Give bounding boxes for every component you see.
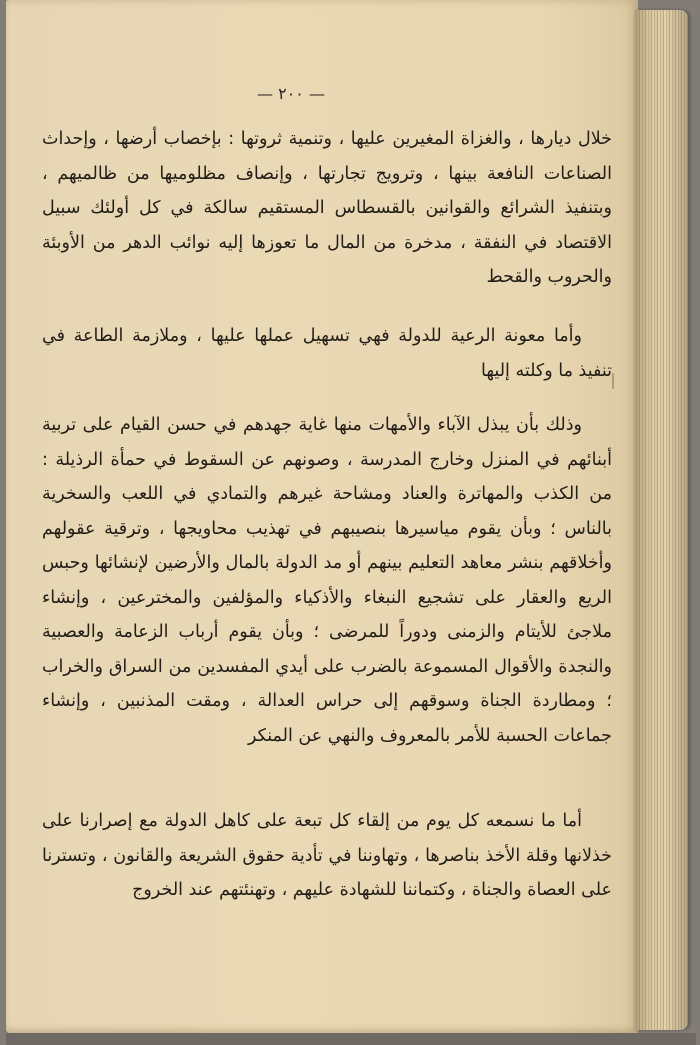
paragraph-text: أما ما نسمعه كل يوم من إلقاء كل تبعة على كاهل الدولة مع إصرارنا على خذلانها وقلة الأخذ بناصرها ، وتهاوننا في تأدية حقوق الشريعة والقانون ، وتسترنا على العصاة والجناة ، وكتماننا للشهادة عليهم ، وتهنئتهم عند الخروج	[42, 811, 612, 900]
paragraph-text: وذلك بأن يبذل الآباء والأمهات منها غاية جهدهم في حسن القيام على تربية أبنائهم في المنزل وخارج المدرسة ، وصونهم عن السقوط في حمأة الرذيلة : من الكذب والمهاترة والعناد ومشاحة غيرهم والتمادي في اللعب والسخرية بالناس ؛ وبأن يقوم مياسيرها بنصيبهم في تهذيب محاويجها ، وترقية عقولهم وأخلاقهم بنشر معاهد التعليم بينهم أو مد الدولة بالمال والأرضين لإنشائها وحبس الريع والعقار على تشجيع النبغاء والأذكياء والمؤلفين والمخترعين ، وإنشاء ملاجئ للأيتام والزمنى ودوراً للمرضى ؛ وبأن يقوم أرباب الزعامة والعصبية والنجدة والأقوال المسموعة بالضرب على أيدي المفسدين من السراق والخراب ؛ ومطاردة الجناة وسوقهم إلى حراس العدالة ، ومقت المذنبين ، وإنشاء جماعات الحسبة للأمر بالمعروف والنهي عن المنكر	[42, 415, 612, 746]
page-edges	[634, 10, 688, 1030]
paragraph-text: وأما معونة الرعية للدولة فهي تسهيل عملها عليها ، وملازمة الطاعة في تنفيذ ما وكلته إليها	[42, 326, 612, 381]
scan-background	[6, 1033, 696, 1045]
book-page	[6, 0, 638, 1033]
paragraph-citizen-support	[42, 319, 612, 388]
paragraph-parents-duties	[42, 408, 612, 753]
page-number: — ٢٠٠ —	[257, 84, 325, 103]
paragraph-complaints	[42, 804, 612, 908]
margin-pencil-mark	[612, 373, 614, 389]
paragraph-text: خلال ديارها ، والغزاة المغيرين عليها ، وتنمية ثروتها : بإخصاب أرضها ، وإحداث الصناعات النافعة بينها ، وترويج تجارتها ، وإنصاف مظلوميها من ظالميهم ، وبتنفيذ الشرائع والقوانين بالقسطاس المستقيم سالكة في كل أولئك سبيل الاقتصاد في النفقة ، مدخرة من المال ما تعوزها إليه نوائب الدهر من الأوبئة والحروب والقحط	[42, 129, 612, 287]
paragraph-government-duties	[42, 122, 612, 295]
